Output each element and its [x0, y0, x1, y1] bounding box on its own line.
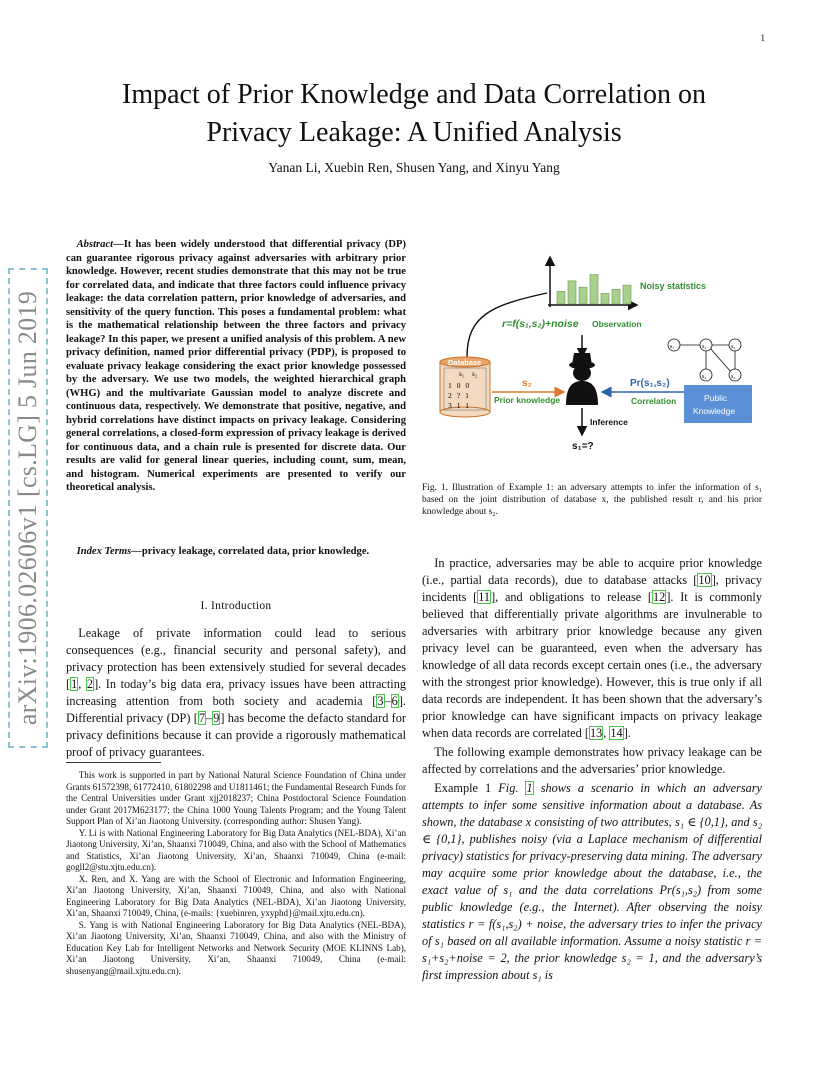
intro-text: , — [78, 677, 86, 691]
footnote-divider — [66, 762, 161, 763]
histogram-bar — [623, 285, 631, 304]
db-row-1: 100 — [448, 381, 475, 390]
db-row-3: 311 — [448, 401, 474, 410]
histogram-bar — [568, 281, 576, 304]
svg-text:s₂: s₂ — [702, 344, 707, 350]
citation-link[interactable]: 11 — [478, 590, 491, 604]
intro-text: ]. In today’s big data era, privacy issues have been attracting increasing attention from both society and academia [ — [66, 677, 406, 708]
equation-label: r=f(s₁,s₂)+noise — [502, 318, 579, 330]
footnote: S. Yang is with National Engineering Laboratory for Big Data Analytics (NEL-BDA), Xi’an Jiaotong University, Xi’an, Shaanxi 710049, China, and also with the Ministry of Education Key Lab for Intelligent Networks and Network Security (MOE KLINNS Lab), Xi’an Jiaotong University, Xi’an, Shaanxi 710049, China (e-mail: shusenyang@mail.xjtu.edu.cn). — [66, 919, 406, 976]
author-list: Yanan Li, Xuebin Ren, Shusen Yang, and Xinyu Yang — [268, 160, 560, 175]
public-knowledge-line-2: Knowledge — [693, 406, 736, 416]
citation-link[interactable]: 1 — [71, 677, 78, 691]
inference-label: Inference — [590, 417, 628, 427]
database-icon — [440, 357, 490, 417]
intro-text: – — [206, 711, 213, 725]
body-text: ], privacy incidents [ — [422, 573, 763, 604]
title-line-1: Impact of Prior Knowledge and Data Correlation on — [122, 79, 706, 110]
node-s4 — [700, 369, 712, 381]
histogram-bar — [579, 287, 587, 304]
example-paragraph — [422, 780, 762, 984]
correlation-label: Correlation — [631, 396, 677, 406]
body-text: In practice, adversaries may be able to acquire prior knowledge (i.e., partial data records), due to database attacks [ — [422, 556, 762, 587]
index-terms-text: —privacy leakage, correlated data, prior knowledge. — [131, 546, 370, 557]
body-text: , — [603, 726, 610, 740]
page-number: 1 — [760, 33, 765, 43]
citation-link[interactable]: 12 — [653, 590, 666, 604]
intro-paragraph — [66, 625, 406, 761]
index-terms-label: Index Terms — [76, 546, 132, 557]
adversary-icon — [566, 353, 598, 405]
footnote: Y. Li is with National Engineering Laboratory for Big Data Analytics (NEL-BDA), Xi’an Jiaotong University, Xi’an, Shaanxi 710049, China, and also with the School of Mathematics and Statistics, Xi’an Jiaotong University, Xi’an, Shaanxi 710049, China (e-mail: gogll2@stu.xjtu.edu.cn). — [66, 827, 406, 872]
histogram-bar — [601, 294, 609, 305]
intro-text: ]. Differential privacy (DP) [ — [66, 694, 406, 725]
index-terms — [66, 545, 406, 559]
pr-label: Pr(s₁,s₂) — [630, 378, 670, 389]
citation-link[interactable]: 13 — [589, 726, 603, 740]
citation-link[interactable]: 6 — [391, 694, 398, 708]
observation-label: Observation — [592, 319, 642, 329]
svg-text:s₅: s₅ — [731, 374, 736, 380]
histogram-bar — [590, 275, 598, 304]
node-s1 — [668, 339, 680, 351]
title-line-2: Privacy Leakage: A Unified Analysis — [206, 117, 622, 148]
svg-text:s₁: s₁ — [670, 344, 675, 350]
intro-text: – — [384, 694, 391, 708]
body-text: ]. It is commonly believed that differentially private algorithms are invulnerable to adversaries with arbitrary prior knowledge because any given privacy level can be guaranteed, even when the adversary has knowledge of all data records except certain ones (i.e., the adversary with the strongest prior knowledge). However, this is true only if all data records are independent. It has been shown that the adversary’s prior knowledge can have significant impacts on privacy leakage when data records are correlated [ — [422, 590, 762, 740]
database-label: Database — [448, 358, 482, 367]
right-column-body — [422, 555, 762, 986]
example-label: Example 1 — [434, 781, 492, 795]
figure-caption: Fig. 1. Illustration of Example 1: an adversary attempts to infer the information of s₁ based on the joint distribution of database x, the published result r, and his prior knowledge about s₂. — [422, 483, 762, 517]
example-text: Fig. — [491, 781, 526, 795]
db-header-s1: s₁ — [459, 370, 465, 378]
citation-link[interactable]: 14 — [610, 726, 623, 740]
s2-label: s₂ — [522, 378, 533, 389]
s1-query-label: s₁=? — [572, 441, 594, 452]
citation-link[interactable]: 3 — [377, 694, 384, 708]
svg-text:s₄: s₄ — [702, 374, 707, 380]
abstract — [66, 238, 406, 495]
intro-text: ] has become the defacto standard for privacy definitions because it can provide a rigorously mathematical proof of privacy guarantees. — [66, 711, 406, 759]
node-s3 — [729, 339, 741, 351]
public-knowledge-line-1: Public — [704, 393, 728, 403]
db-header-s2: s₂ — [472, 370, 478, 378]
node-s5 — [729, 369, 741, 381]
body-paragraph — [422, 555, 762, 742]
public-knowledge-box — [684, 385, 752, 423]
citation-link[interactable]: 2 — [86, 677, 94, 691]
db-row-2: 2?1 — [448, 391, 474, 400]
footnote: X. Ren, and X. Yang are with the School of Electronic and Information Engineering, Xi’an Jiaotong University, Xi’an, Shaanxi 710049, China, and also with National Engineering Laboratory for Big Data Analytics (NEL-BDA), Xi’an Jiaotong University, Xi’an, Shaanxi 710049, China, (e-mails: {xuebinren, yxyphd}@mail.xjtu.edu.cn). — [66, 873, 406, 918]
footnote: This work is supported in part by National Natural Science Foundation of China under Grants 61572398, 61772410, 61802298 and U1811461; the Fundamental Research Funds for the Central Universities under Grant xjj2018237; China Postdoctoral Science Foundation under Grant 2017M623177; the China 1000 Young Talents Program; and the Young Talent Support Plan of Xi’an Jiaotong University. (corresponding author: Shusen Yang). — [66, 770, 406, 826]
body-paragraph: The following example demonstrates how privacy leakage can be affected by correlations and the adversaries’ prior knowledge. — [422, 745, 762, 776]
noisy-statistics-label: Noisy statistics — [640, 281, 707, 291]
intro-text: Leakage of private information could lead to serious consequences (e.g., financial security and personal safety), and privacy protection has been extensively studied for several decades [ — [66, 626, 406, 691]
arxiv-identifier-stamp[interactable] — [8, 268, 48, 748]
svg-text:s₃: s₃ — [731, 344, 736, 350]
example-text: shows a scenario in which an adversary attempts to infer some sensitive information about a database. As shown, the database x consisting of two attributes, s₁ ∈ {0,1}, and s₂ ∈ {0,1}, publishes noisy (via a Laplace mechanism of differential privacy) statistics for privacy-preserving data mining. The adversary may acquire some prior knowledge about the database, i.e., the exact value of s₁ and the data correlations Pr(s₁,s₂) from some public knowledge (e.g., the Internet). After observing the noisy statistics r = f(s₁,s₂) + noise, the adversary tries to infer the privacy of s₁ based on all available information. Assume a noisy statistic r = s₁+s₂+noise = 2, the prior knowledge s₂ = 1, and the adversary’s first impression about s₁ is — [422, 781, 762, 982]
body-text: ]. — [623, 726, 631, 740]
citation-link[interactable]: 9 — [213, 711, 220, 725]
citation-link[interactable]: 7 — [198, 711, 206, 725]
section-heading: I. Introduction — [200, 600, 272, 612]
figure-link[interactable]: 1 — [526, 781, 533, 795]
paper-title — [40, 76, 788, 152]
body-text: ], and obligations to release [ — [491, 590, 653, 604]
node-s2 — [700, 339, 712, 351]
histogram-bar — [612, 289, 620, 304]
arxiv-identifier-text: arXiv:1906.02606v1 [cs.LG] 5 Jun 2019 — [13, 290, 42, 726]
histogram-bar — [557, 291, 565, 304]
footnotes — [66, 770, 406, 977]
prior-knowledge-label: Prior knowledge — [494, 395, 561, 405]
histogram-bars — [557, 275, 631, 304]
abstract-label: Abstract — [76, 239, 114, 250]
figure-1-diagram — [422, 245, 762, 470]
citation-link[interactable]: 10 — [698, 573, 711, 587]
abstract-text: —It has been widely understood that differential privacy (DP) can guarantee rigorous privacy against adversaries with arbitrary prior knowledge. However, recent studies demonstrate that this may not be true for correlated data, and indicate that three factors could influence privacy leakage: the data correlation pattern, prior knowledge of adversaries, and sensitivity of the query function. This poses a fundamental problem: what is the mathematical relationship between the three factors and privacy leakage? In this paper, we present a unified analysis of this problem. A new privacy definition, named prior differential privacy (PDP), is proposed to evaluate privacy leakage considering the exact prior knowledge possessed by the adversary. We use two models, the weighted hierarchical graph (WHG) and the multivariate Gaussian model to analyze discrete and continuous data, respectively. We demonstrate that positive, negative, and hybrid correlations have distinct impacts on privacy leakage. Considering general correlations, a closed-form expression of privacy leakage is derived for continuous data, and a chain rule is presented for discrete data. Our results are valid for general linear queries, including count, sum, mean, and histogram. Numerical experiments are presented to verify our theoretical analysis. — [66, 239, 406, 493]
